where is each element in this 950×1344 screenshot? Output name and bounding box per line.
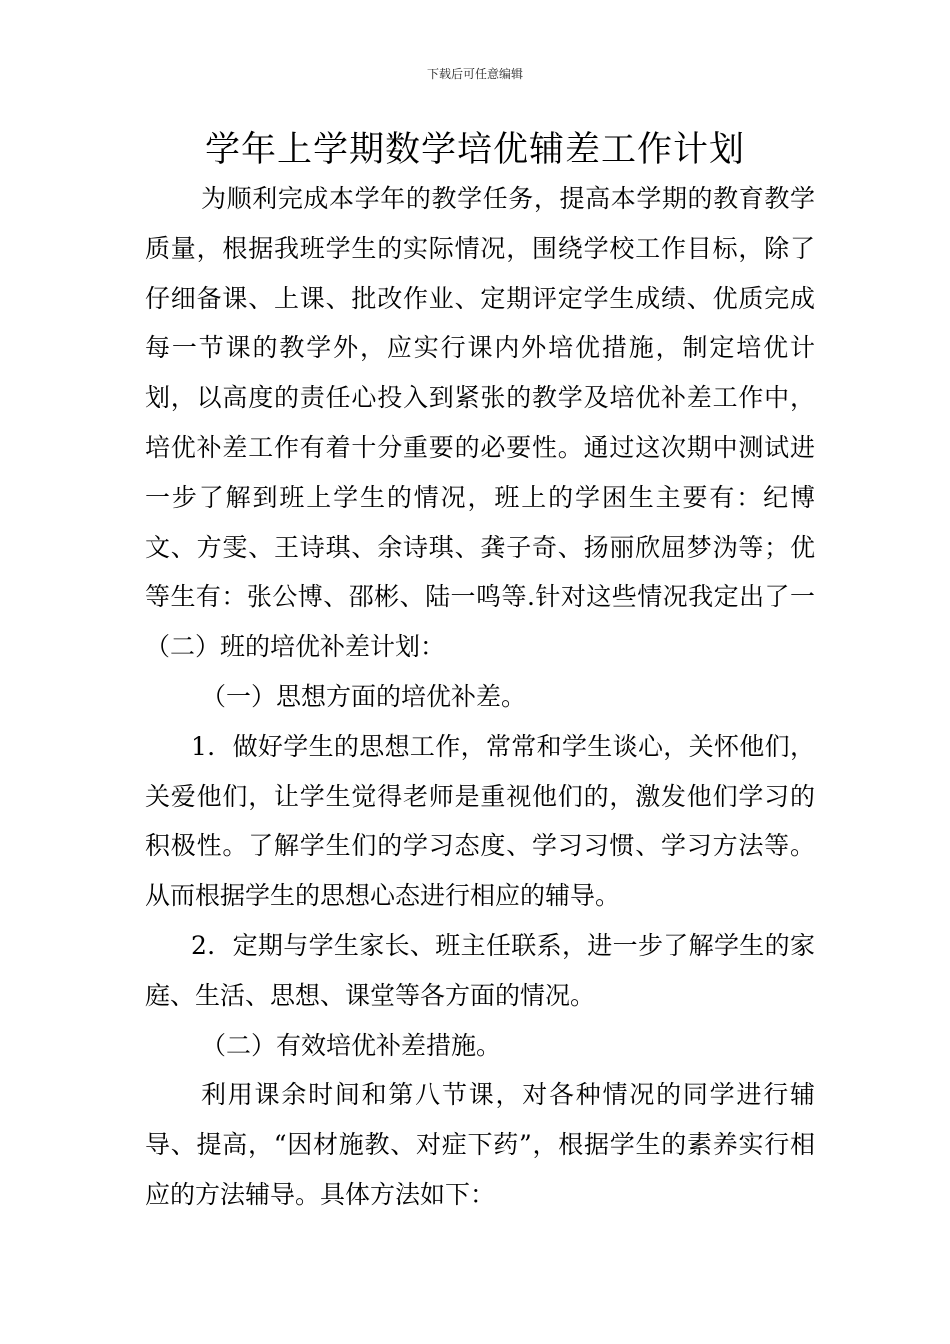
item-paragraph-1: 1．做好学生的思想工作，常常和学生谈心，关怀他们，关爱他们，让学生觉得老师是重视他们的，激发他们学习的积极性。了解学生们的学习态度、学习习惯、学习方法等。从而根据学生的思想心态进行相应的辅导。 bbox=[145, 731, 815, 911]
measures-paragraph: 利用课余时间和第八节课，对各种情况的同学进行辅导、提高，“因材施教、对症下药”，根据学生的素养实行相应的方法辅导。具体方法如下： bbox=[145, 1080, 815, 1209]
document-title: 学年上学期数学培优辅差工作计划 bbox=[204, 130, 745, 170]
header-note: 下载后可任意编辑 bbox=[426, 67, 523, 81]
intro-paragraph: 为顺利完成本学年的教学任务，提高本学期的教育教学质量，根据我班学生的实际情况，围绕学校工作目标，除了仔细备课、上课、批改作业、定期评定学生成绩、优质完成每一节课的教学外，应实行课内外培优措施，制定培优计划，以高度的责任心投入到紧张的教学及培优补差工作中，培优补差工作有着十分重要的必要性。通过这次期中测试进一步了解到班上学生的情况，班上的学困生主要有：纪博文、方雯、王诗琪、余诗琪、龚子奇、扬丽欣屈梦沩等；优等生有：张公博、邵彬、陆一鸣等.针对这些情况我定出了一（二）班的培优补差计划： bbox=[145, 184, 815, 662]
document-body bbox=[145, 174, 815, 1220]
item-paragraph-2: 2．定期与学生家长、班主任联系，进一步了解学生的家庭、生活、思想、课堂等各方面的情况。 bbox=[145, 930, 815, 1010]
section-heading-measures: （二）有效培优补差措施。 bbox=[201, 1030, 502, 1060]
section-heading-thought: （一）思想方面的培优补差。 bbox=[201, 681, 527, 711]
